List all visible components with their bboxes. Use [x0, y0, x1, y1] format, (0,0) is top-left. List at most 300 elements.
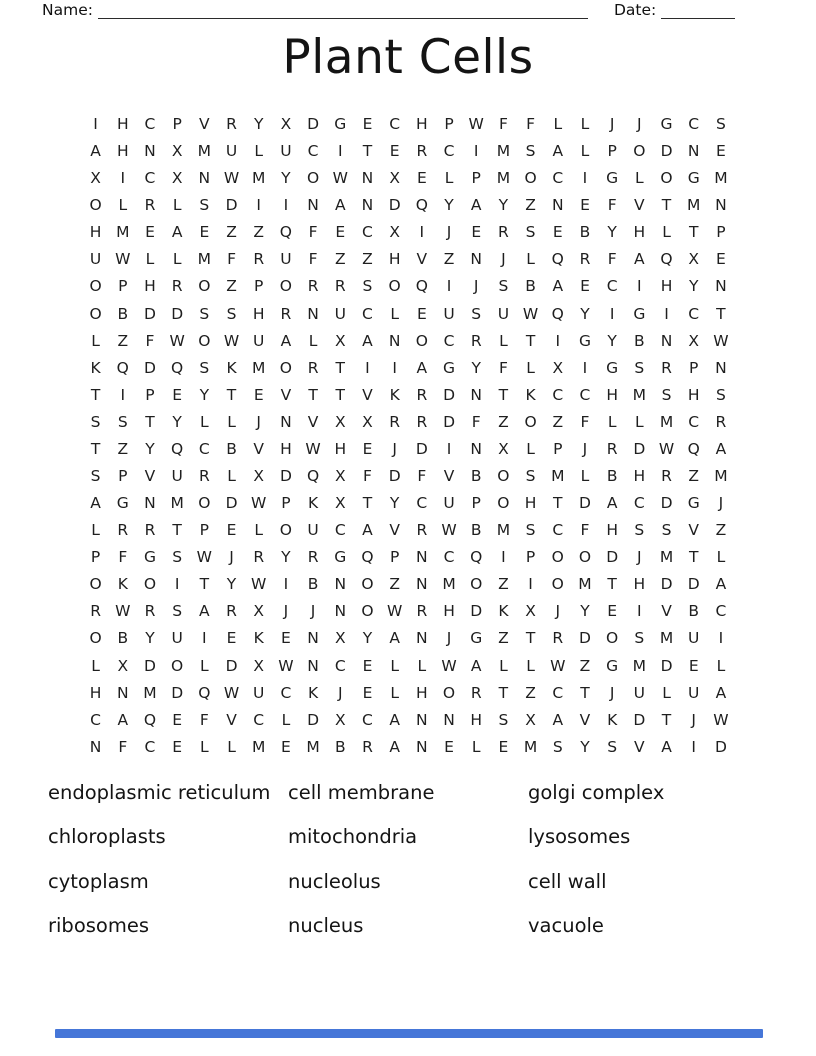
- grid-letter: E: [145, 223, 155, 242]
- grid-letter: R: [606, 439, 618, 458]
- grid-letter: N: [361, 169, 374, 188]
- grid-letter: Q: [361, 548, 374, 567]
- grid-letter: F: [363, 467, 372, 486]
- grid-letter: V: [362, 385, 373, 404]
- grid-letter: O: [361, 602, 374, 621]
- grid-letter: Y: [688, 277, 699, 296]
- grid-letter: Y: [253, 115, 264, 133]
- grid-letter: K: [389, 385, 400, 404]
- grid-letter: I: [392, 358, 397, 377]
- grid-letter: L: [308, 331, 318, 350]
- grid-letter: Y: [471, 358, 481, 377]
- word-list-item: vacuole: [528, 914, 604, 938]
- grid-letter: Q: [551, 304, 564, 323]
- grid-letter: S: [525, 142, 536, 161]
- grid-letter: E: [362, 115, 373, 133]
- grid-letter: E: [226, 521, 237, 540]
- grid-letter: Z: [525, 196, 536, 215]
- grid-letter: F: [580, 412, 590, 431]
- grid-letter: O: [361, 575, 374, 594]
- grid-letter: J: [609, 683, 615, 702]
- grid-letter: D: [388, 196, 401, 215]
- word-list-item: nucleus: [288, 914, 364, 938]
- grid-letter: N: [660, 331, 673, 350]
- grid-letter: Z: [226, 223, 237, 242]
- grid-letter: I: [446, 277, 452, 296]
- grid-letter: I: [691, 737, 696, 756]
- grid-letter: C: [280, 683, 292, 702]
- word-search-grid: [82, 111, 735, 761]
- grid-letter: L: [580, 142, 590, 161]
- grid-letter: M: [687, 196, 701, 215]
- grid-letter: I: [174, 575, 180, 594]
- grid-letter: L: [91, 656, 100, 675]
- grid-letter: W: [278, 656, 294, 675]
- grid-letter: Q: [198, 683, 211, 702]
- grid-letter: F: [607, 250, 617, 269]
- grid-letter: M: [170, 494, 184, 513]
- grid-letter: Y: [362, 629, 373, 648]
- grid-letter: C: [715, 602, 727, 621]
- grid-letter: L: [526, 656, 535, 675]
- grid-letter: G: [687, 169, 700, 188]
- grid-letter: G: [334, 115, 347, 133]
- grid-letter: T: [716, 304, 726, 323]
- word-list-column: [288, 771, 528, 949]
- grid-letter: V: [579, 710, 591, 729]
- grid-letter: J: [637, 548, 642, 567]
- grid-letter: L: [390, 304, 399, 323]
- grid-letter: M: [632, 385, 647, 404]
- grid-letter: I: [664, 304, 669, 323]
- grid-letter: P: [444, 115, 454, 133]
- grid-letter: D: [225, 494, 238, 513]
- grid-letter: D: [579, 629, 591, 648]
- grid-letter: E: [172, 385, 183, 404]
- grid-letter: N: [334, 602, 347, 621]
- grid-letter: F: [308, 223, 318, 242]
- grid-letter: U: [89, 250, 102, 269]
- grid-letter: J: [691, 710, 696, 729]
- grid-letter: N: [307, 304, 319, 323]
- grid-letter: N: [443, 710, 455, 729]
- grid-letter: R: [307, 277, 319, 296]
- grid-letter: V: [688, 521, 700, 540]
- grid-letter: R: [498, 223, 509, 242]
- grid-letter: C: [334, 656, 346, 675]
- grid-letter: E: [580, 196, 590, 215]
- grid-letter: L: [390, 656, 399, 675]
- grid-letter: A: [552, 710, 564, 729]
- grid-letter: D: [225, 196, 238, 215]
- grid-letter: W: [550, 656, 566, 675]
- grid-letter: R: [280, 304, 292, 323]
- grid-letter: I: [283, 575, 289, 594]
- grid-letter: N: [334, 575, 347, 594]
- grid-letter: F: [308, 250, 318, 269]
- grid-letter: C: [579, 385, 591, 404]
- grid-letter: R: [117, 521, 129, 540]
- grid-letter: C: [362, 304, 373, 323]
- grid-letter: C: [90, 710, 101, 729]
- grid-letter: W: [713, 710, 729, 729]
- grid-letter: B: [634, 331, 645, 350]
- grid-letter: O: [551, 548, 564, 567]
- grid-letter: V: [253, 439, 265, 458]
- grid-letter: F: [498, 358, 508, 377]
- grid-letter: B: [334, 737, 346, 756]
- grid-letter: E: [716, 142, 726, 161]
- grid-letter: Q: [660, 250, 673, 269]
- grid-letter: C: [552, 385, 564, 404]
- grid-letter: C: [253, 710, 265, 729]
- grid-letter: T: [661, 196, 672, 215]
- grid-letter: L: [553, 115, 563, 133]
- grid-letter: V: [307, 412, 319, 431]
- grid-letter: W: [115, 602, 131, 621]
- grid-letter: P: [389, 548, 400, 567]
- grid-letter: E: [416, 169, 427, 188]
- grid-letter: N: [715, 196, 727, 215]
- grid-letter: R: [171, 277, 183, 296]
- grid-letter: H: [470, 710, 483, 729]
- grid-letter: P: [254, 277, 264, 296]
- grid-letter: F: [526, 115, 536, 133]
- grid-letter: E: [199, 223, 210, 242]
- grid-letter: I: [93, 115, 98, 133]
- grid-letter: L: [91, 331, 100, 350]
- grid-letter: L: [200, 737, 209, 756]
- grid-letter: G: [443, 358, 456, 377]
- grid-letter: I: [337, 142, 343, 161]
- grid-letter: F: [118, 737, 128, 756]
- grid-letter: T: [362, 494, 373, 513]
- grid-letter: R: [144, 521, 156, 540]
- grid-letter: P: [471, 169, 481, 188]
- grid-letter: T: [172, 521, 182, 540]
- grid-letter: J: [609, 115, 615, 133]
- grid-letter: D: [279, 467, 292, 486]
- grid-letter: M: [442, 575, 456, 594]
- grid-letter: N: [307, 656, 319, 675]
- grid-letter: Z: [226, 277, 237, 296]
- grid-letter: H: [116, 115, 129, 133]
- grid-letter: I: [120, 385, 126, 404]
- grid-letter: C: [307, 142, 319, 161]
- grid-letter: J: [337, 683, 343, 702]
- grid-letter: R: [334, 277, 346, 296]
- grid-letter: C: [552, 521, 564, 540]
- footer-accent-bar: [55, 1029, 763, 1038]
- grid-letter: M: [252, 169, 266, 188]
- grid-letter: T: [525, 629, 536, 648]
- grid-letter: A: [715, 683, 727, 702]
- grid-letter: L: [91, 521, 100, 540]
- grid-letter: Z: [117, 439, 129, 458]
- grid-letter: N: [470, 439, 483, 458]
- grid-letter: W: [332, 169, 348, 188]
- grid-letter: B: [117, 304, 129, 323]
- grid-letter: R: [144, 602, 156, 621]
- grid-letter: M: [578, 575, 592, 594]
- grid-letter: G: [606, 358, 619, 377]
- grid-letter: W: [169, 331, 185, 350]
- grid-letter: N: [361, 196, 374, 215]
- grid-letter: E: [362, 683, 373, 702]
- grid-letter: Q: [551, 250, 564, 269]
- grid-letter: X: [334, 412, 346, 431]
- grid-letter: M: [197, 250, 212, 269]
- grid-letter: G: [470, 629, 483, 648]
- grid-letter: R: [226, 115, 237, 133]
- grid-letter: Q: [143, 710, 157, 729]
- grid-letter: J: [473, 277, 479, 296]
- grid-letter: R: [416, 142, 428, 161]
- grid-letter: O: [198, 277, 211, 296]
- grid-letter: E: [552, 223, 563, 242]
- grid-letter: C: [144, 169, 156, 188]
- grid-letter: S: [362, 277, 373, 296]
- grid-letter: S: [525, 521, 536, 540]
- grid-letter: E: [226, 629, 237, 648]
- grid-letter: L: [254, 142, 264, 161]
- grid-letter: P: [118, 277, 128, 296]
- word-list-item: golgi complex: [528, 781, 665, 804]
- grid-letter: O: [89, 304, 102, 323]
- grid-letter: U: [225, 142, 238, 161]
- grid-letter: A: [389, 710, 400, 729]
- grid-letter: O: [89, 575, 102, 594]
- word-list-item: nucleolus: [288, 869, 381, 893]
- grid-letter: E: [172, 737, 183, 756]
- grid-letter: R: [90, 602, 101, 621]
- grid-letter: Q: [470, 548, 483, 567]
- word-list-item: chloroplasts: [48, 825, 166, 849]
- grid-letter: R: [661, 358, 672, 377]
- word-list-item: lysosomes: [528, 825, 631, 849]
- grid-letter: X: [525, 602, 536, 621]
- grid-letter: M: [197, 142, 212, 161]
- grid-letter: V: [226, 710, 237, 729]
- grid-letter: X: [688, 250, 700, 269]
- grid-letter: S: [634, 521, 645, 540]
- grid-letter: Z: [362, 250, 373, 269]
- grid-letter: J: [310, 602, 316, 621]
- grid-letter: H: [606, 385, 618, 404]
- grid-letter: W: [441, 656, 457, 675]
- grid-letter: C: [144, 115, 156, 133]
- grid-letter: C: [688, 304, 700, 323]
- grid-letter: A: [117, 710, 129, 729]
- grid-letter: F: [199, 710, 209, 729]
- grid-letter: O: [306, 169, 320, 188]
- grid-letter: I: [718, 629, 724, 648]
- grid-letter: D: [307, 115, 320, 133]
- grid-letter: Q: [171, 358, 184, 377]
- grid-letter: O: [198, 331, 211, 350]
- grid-letter: Z: [715, 521, 727, 540]
- grid-letter: V: [280, 385, 292, 404]
- grid-letter: X: [688, 331, 700, 350]
- grid-letter: X: [362, 412, 373, 431]
- grid-letter: A: [470, 656, 482, 675]
- grid-letter: A: [280, 331, 292, 350]
- grid-letter: S: [661, 521, 672, 540]
- grid-letter: Z: [498, 575, 509, 594]
- grid-letter: Z: [117, 331, 129, 350]
- grid-letter: N: [307, 196, 319, 215]
- grid-letter: K: [607, 710, 618, 729]
- grid-letter: S: [525, 467, 536, 486]
- grid-letter: S: [552, 737, 563, 756]
- grid-letter: T: [525, 331, 536, 350]
- grid-letter: X: [280, 115, 292, 133]
- grid-letter: U: [688, 683, 700, 702]
- grid-letter: K: [226, 358, 237, 377]
- grid-letter: P: [172, 115, 182, 133]
- grid-letter: D: [687, 575, 700, 594]
- grid-letter: R: [253, 548, 265, 567]
- grid-letter: R: [416, 602, 428, 621]
- grid-letter: P: [199, 521, 210, 540]
- grid-letter: E: [253, 385, 264, 404]
- grid-letter: S: [199, 358, 210, 377]
- date-label: Date:: [613, 1, 657, 19]
- grid-letter: S: [634, 358, 645, 377]
- grid-letter: Q: [116, 358, 129, 377]
- grid-letter: B: [688, 602, 700, 621]
- grid-letter: D: [660, 494, 673, 513]
- grid-letter: A: [634, 250, 645, 269]
- grid-letter: E: [580, 277, 590, 296]
- grid-letter: J: [256, 412, 261, 431]
- grid-letter: I: [120, 169, 126, 188]
- grid-letter: R: [362, 737, 373, 756]
- grid-letter: X: [171, 142, 183, 161]
- grid-letter: R: [307, 548, 319, 567]
- grid-letter: I: [446, 439, 452, 458]
- grid-letter: N: [715, 358, 727, 377]
- grid-letter: L: [635, 412, 644, 431]
- grid-letter: C: [552, 169, 564, 188]
- grid-letter: F: [471, 412, 481, 431]
- grid-letter: P: [525, 548, 536, 567]
- grid-letter: Y: [607, 331, 617, 350]
- grid-letter: D: [307, 710, 320, 729]
- grid-letter: R: [579, 250, 591, 269]
- grid-letter: H: [606, 521, 618, 540]
- grid-letter: W: [522, 304, 539, 323]
- grid-letter: Q: [687, 439, 700, 458]
- grid-letter: X: [253, 602, 265, 621]
- grid-letter: G: [660, 115, 673, 133]
- grid-letter: I: [582, 358, 588, 377]
- grid-letter: O: [497, 467, 510, 486]
- grid-letter: C: [389, 115, 401, 133]
- grid-letter: I: [202, 629, 207, 648]
- grid-letter: K: [308, 494, 319, 513]
- grid-letter: A: [362, 521, 373, 540]
- grid-letter: X: [552, 358, 564, 377]
- grid-letter: E: [281, 737, 291, 756]
- grid-letter: G: [578, 331, 591, 350]
- grid-letter: W: [115, 250, 131, 269]
- grid-letter: M: [306, 737, 320, 756]
- grid-letter: B: [470, 467, 482, 486]
- grid-letter: T: [498, 385, 509, 404]
- grid-letter: N: [715, 277, 727, 296]
- grid-letter: Y: [199, 385, 210, 404]
- grid-letter: S: [498, 710, 509, 729]
- grid-letter: V: [634, 196, 645, 215]
- date-blank-line: [661, 2, 735, 19]
- grid-letter: Z: [579, 656, 591, 675]
- grid-letter: O: [606, 629, 619, 648]
- word-list-item: cytoplasm: [48, 869, 149, 893]
- header: [42, 1, 742, 19]
- grid-letter: I: [528, 575, 533, 594]
- grid-letter: F: [498, 115, 508, 133]
- grid-letter: O: [388, 277, 401, 296]
- grid-letter: N: [470, 250, 483, 269]
- grid-letter: O: [279, 358, 292, 377]
- grid-letter: Q: [279, 223, 292, 242]
- grid-letter: S: [90, 467, 101, 486]
- grid-letter: N: [416, 548, 428, 567]
- grid-letter: P: [145, 385, 155, 404]
- grid-letter: A: [362, 331, 373, 350]
- grid-letter: C: [443, 331, 455, 350]
- grid-letter: Y: [580, 304, 590, 323]
- grid-letter: D: [144, 304, 156, 323]
- grid-letter: M: [551, 467, 565, 486]
- grid-letter: V: [389, 521, 400, 540]
- grid-letter: O: [198, 494, 211, 513]
- grid-letter: Z: [253, 223, 265, 242]
- grid-letter: I: [365, 358, 370, 377]
- grid-letter: L: [417, 656, 427, 675]
- grid-letter: E: [607, 602, 618, 621]
- grid-letter: F: [227, 250, 236, 269]
- grid-letter: C: [144, 737, 156, 756]
- grid-letter: H: [633, 467, 646, 486]
- grid-letter: R: [307, 358, 319, 377]
- grid-letter: L: [118, 196, 128, 215]
- grid-letter: X: [389, 223, 400, 242]
- grid-letter: C: [606, 277, 618, 296]
- grid-letter: F: [145, 331, 155, 350]
- grid-letter: X: [117, 656, 129, 675]
- grid-letter: I: [473, 142, 479, 161]
- grid-letter: B: [226, 439, 237, 458]
- grid-letter: F: [417, 467, 427, 486]
- grid-letter: Y: [226, 575, 237, 594]
- grid-letter: L: [227, 412, 236, 431]
- grid-letter: D: [443, 412, 455, 431]
- grid-letter: O: [171, 656, 184, 675]
- grid-letter: E: [362, 439, 373, 458]
- grid-letter: Y: [607, 223, 617, 242]
- grid-letter: D: [660, 575, 673, 594]
- grid-letter: A: [552, 277, 564, 296]
- grid-letter: L: [499, 656, 508, 675]
- grid-letter: N: [144, 142, 156, 161]
- grid-letter: D: [225, 656, 238, 675]
- name-label: Name:: [42, 1, 93, 19]
- grid-letter: M: [523, 737, 538, 756]
- grid-letter: G: [116, 494, 129, 513]
- grid-letter: R: [389, 412, 401, 431]
